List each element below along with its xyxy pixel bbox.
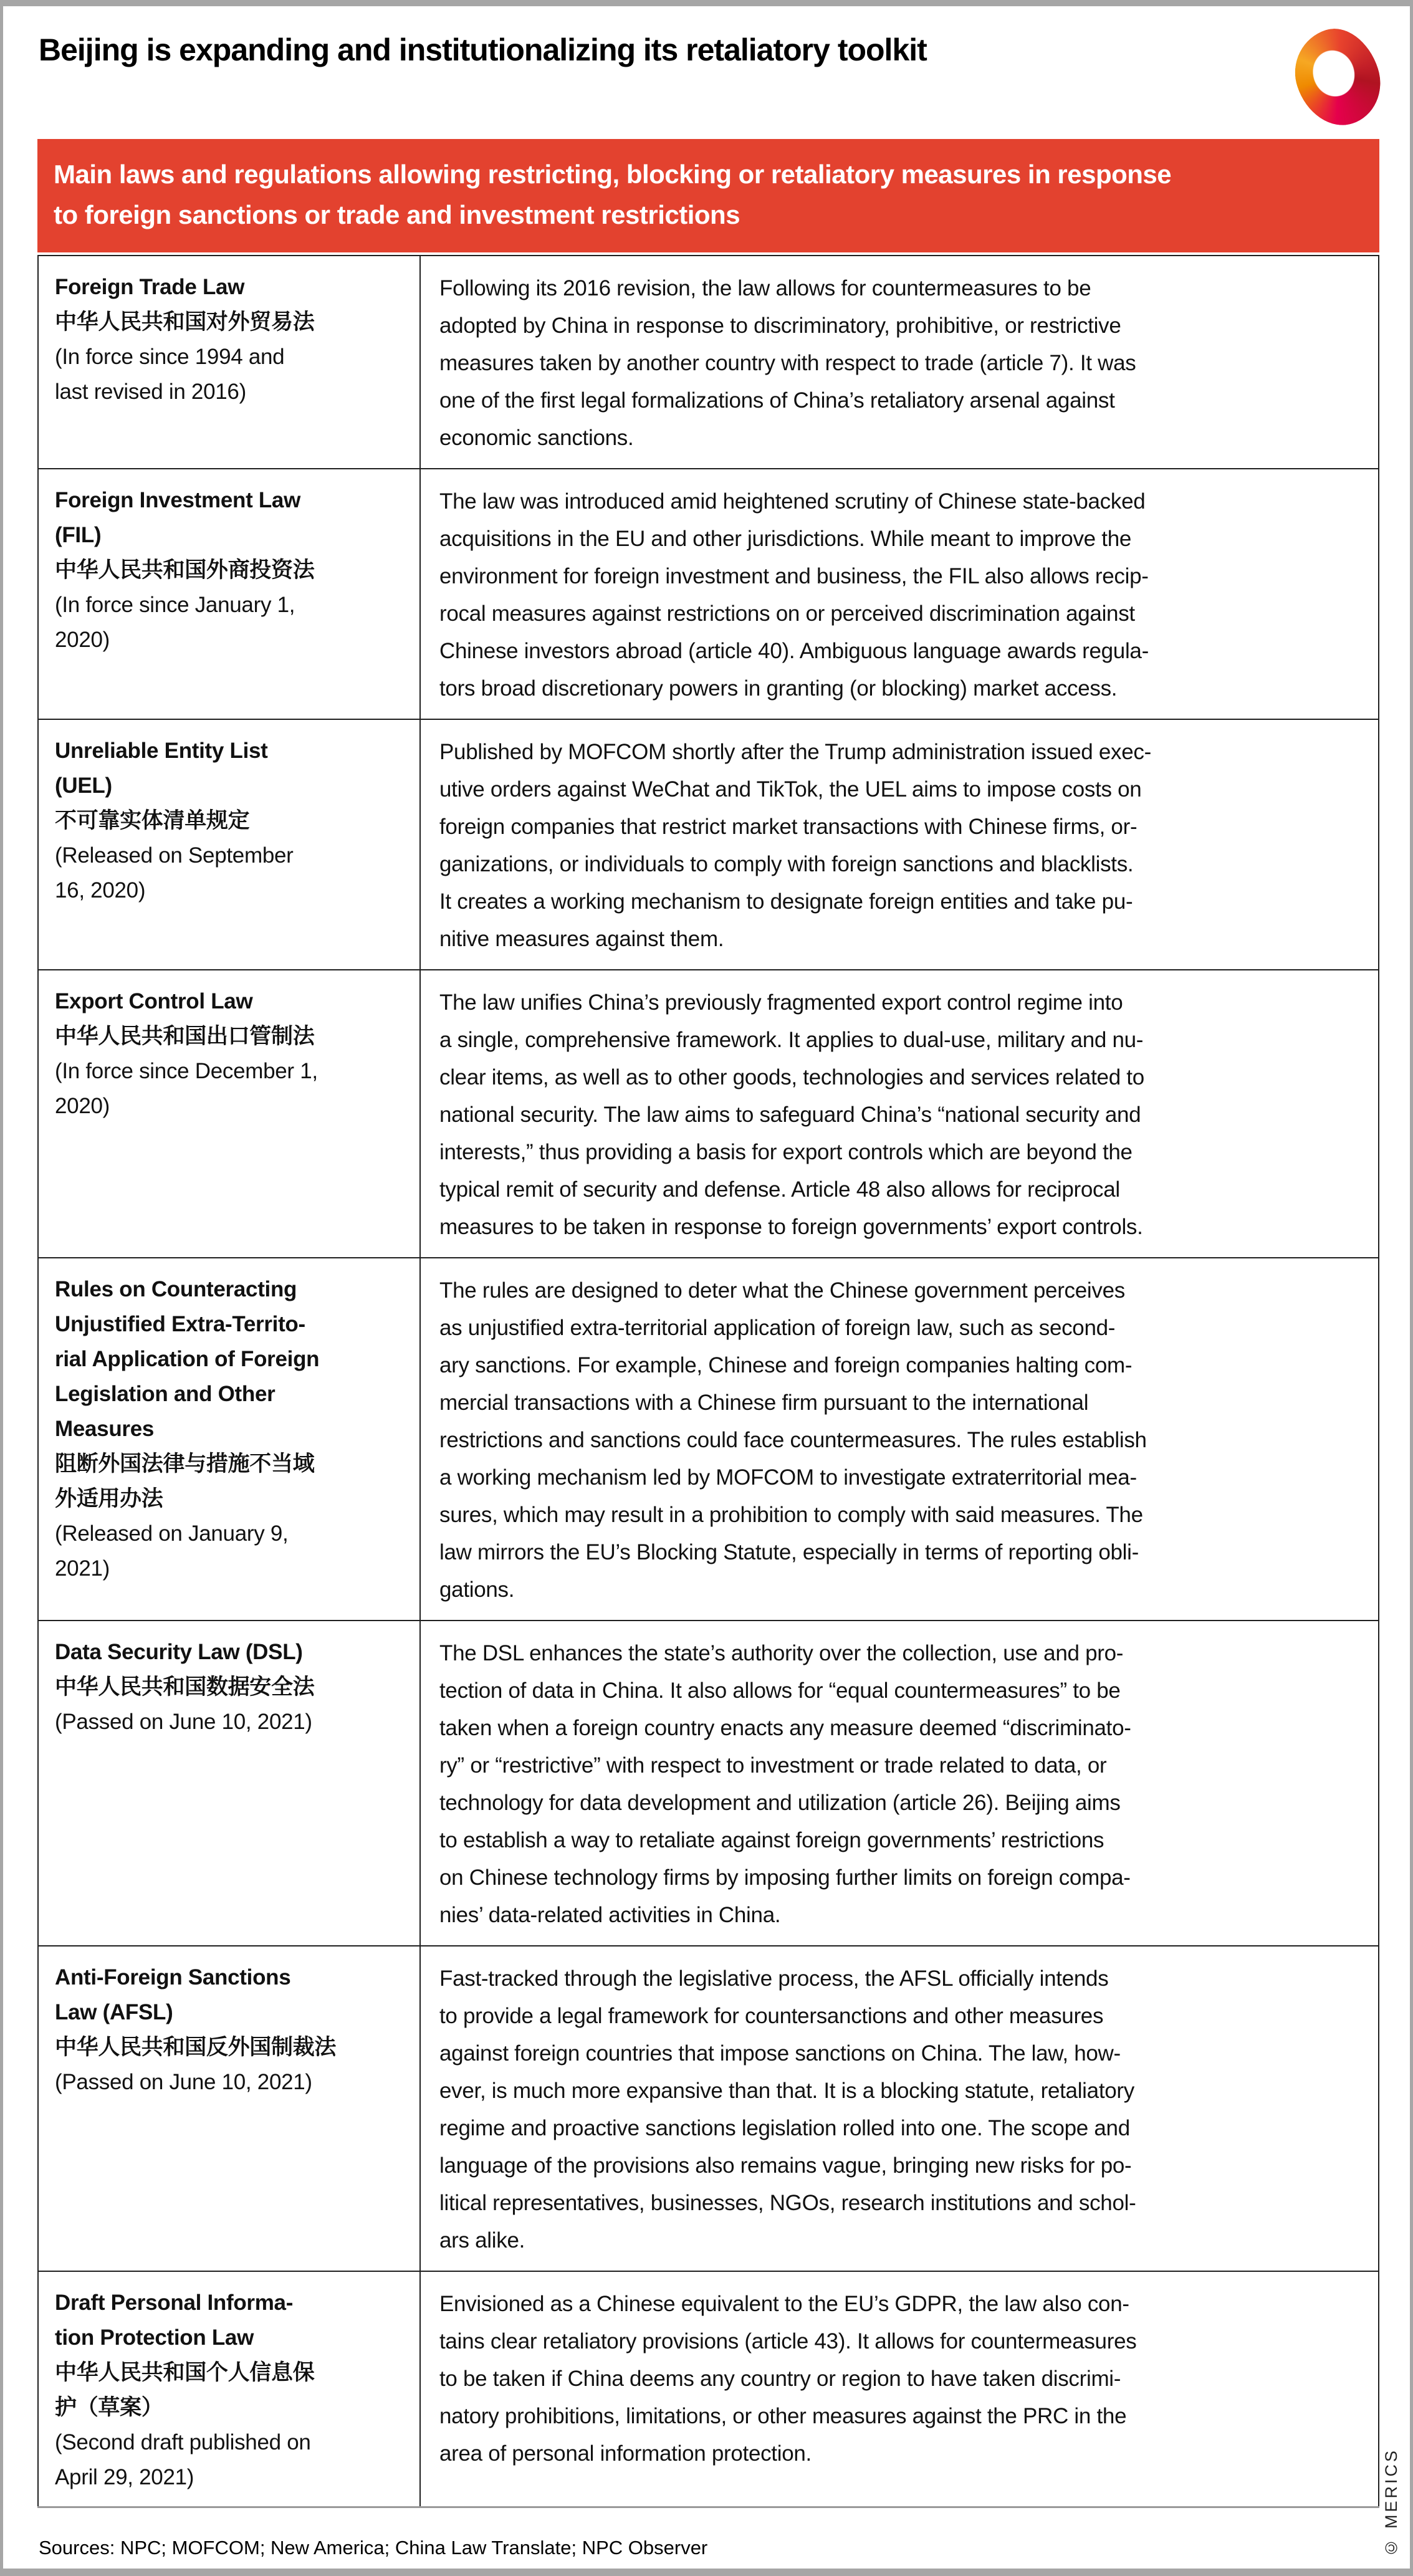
law-date-note-line: 2020) [55,1094,110,1118]
law-name-line: tion Protection Law [55,2325,254,2350]
law-description-line: acquisitions in the EU and other jurisdictions. While meant to improve the [439,527,1132,551]
law-description-line: Following its 2016 revision, the law allows for countermeasures to be [439,276,1091,300]
law-date-note-line: (Released on January 9, [55,1521,289,1546]
table-title-banner [37,139,1379,252]
law-description-line: gations. [439,1578,515,1602]
law-chinese-name-line: 外适用办法 [55,1487,163,1511]
law-description-line: adopted by China in response to discriminatory, prohibitive, or restrictive [439,314,1121,338]
law-description-line: rocal measures against restrictions on or perceived discrimination against [439,601,1135,626]
table-row [38,1258,1379,1621]
law-date-note-line: (Passed on June 10, 2021) [55,2070,312,2094]
law-date-note-line: April 29, 2021) [55,2465,194,2489]
law-description-line: one of the first legal formalizations of China’s retaliatory arsenal against [439,388,1115,413]
law-chinese-name-line: 中华人民共和国对外贸易法 [55,310,315,334]
law-chinese-name-line: 中华人民共和国出口管制法 [55,1024,315,1048]
sources-note: Sources: NPC; MOFCOM; New America; China Law Translate; NPC Observer [39,2537,708,2559]
law-description-line: mercial transactions with a Chinese firm pursuant to the international [439,1391,1089,1415]
law-title-cell [38,256,420,469]
law-description-line: clear items, as well as to other goods, technologies and services related to [439,1065,1144,1089]
law-description-line: The rules are designed to deter what the Chinese government perceives [439,1278,1125,1303]
banner-line-2: to foreign sanctions or trade and investment restrictions [54,200,740,229]
law-title-cell [38,1258,420,1621]
law-name-line: Unjustified Extra-Territo- [55,1312,305,1336]
law-description-line: to be taken if China deems any country or region to have taken discrimi- [439,2367,1121,2391]
law-description-line: ry” or “restrictive” with respect to investment or trade related to data, or [439,1753,1107,1778]
law-description-line: measures taken by another country with respect to trade (article 7). It was [439,351,1136,375]
law-date-note-line: (In force since December 1, [55,1059,318,1083]
law-description-line: ary sanctions. For example, Chinese and foreign companies halting com- [439,1353,1133,1377]
law-description-line: It creates a working mechanism to designate foreign entities and take pu- [439,889,1133,914]
law-description-line: to establish a way to retaliate against foreign governments’ restrictions [439,1828,1104,1852]
law-description-line: interests,” thus providing a basis for export controls which are beyond the [439,1140,1133,1164]
merics-logo-icon [1283,18,1392,136]
law-title-cell [38,719,420,970]
table-row [38,719,1379,970]
law-chinese-name-line: 不可靠实体清单规定 [55,808,250,833]
law-name-line: rial Application of Foreign [55,1347,320,1371]
law-description-line: Chinese investors abroad (article 40). Ambiguous language awards regula- [439,639,1149,663]
law-name-line: Legislation and Other [55,1382,275,1406]
law-description-cell [420,1621,1379,1946]
law-name-line: Data Security Law (DSL) [55,1640,303,1664]
law-chinese-name-line: 中华人民共和国数据安全法 [55,1675,315,1699]
law-date-note-line: 2020) [55,628,110,652]
law-description-cell [420,2271,1379,2507]
law-name-line: Rules on Counteracting [55,1277,297,1301]
law-name-line: (FIL) [55,523,102,547]
law-name-line: Foreign Trade Law [55,275,245,299]
law-date-note-line: (Released on September [55,843,294,868]
law-description-line: tection of data in China. It also allows for “equal countermeasures” to be [439,1678,1121,1703]
page-title: Beijing is expanding and institutionalizing its retaliatory toolkit [39,32,927,67]
law-description-line: against foreign countries that impose sanctions on China. The law, how- [439,2041,1121,2066]
copyright-vertical: © MERICS [1382,2448,1401,2557]
law-description-line: Published by MOFCOM shortly after the Trump administration issued exec- [439,740,1151,764]
law-date-note-line: (Passed on June 10, 2021) [55,1710,312,1734]
law-chinese-name-line: 护（草案） [55,2395,163,2420]
law-chinese-name-line: 中华人民共和国反外国制裁法 [55,2035,337,2059]
law-description-line: ganizations, or individuals to comply with foreign sanctions and blacklists. [439,852,1134,876]
table-row [38,1621,1379,1946]
law-description-line: The DSL enhances the state’s authority over the collection, use and pro- [439,1641,1124,1665]
table-row [38,1946,1379,2271]
law-description-line: national security. The law aims to safeguard China’s “national security and [439,1103,1141,1127]
law-description-line: area of personal information protection. [439,2441,812,2466]
law-date-note-line: (In force since January 1, [55,593,295,617]
law-description-cell [420,970,1379,1258]
laws-table [37,255,1379,2508]
law-description-line: Envisioned as a Chinese equivalent to the EU’s GDPR, the law also con- [439,2292,1129,2316]
table-row [38,2271,1379,2507]
law-description-line: technology for data development and utilization (article 26). Beijing aims [439,1791,1121,1815]
law-title-cell [38,1621,420,1946]
law-description-line: nitive measures against them. [439,927,724,951]
law-title-cell [38,2271,420,2507]
law-description-line: economic sanctions. [439,426,634,450]
law-description-cell [420,469,1379,719]
law-description-line: regime and proactive sanctions legislation rolled into one. The scope and [439,2116,1130,2140]
page-content [37,6,1379,2559]
law-description-line: The law was introduced amid heightened scrutiny of Chinese state-backed [439,489,1146,514]
law-description-line: environment for foreign investment and business, the FIL also allows recip- [439,564,1149,588]
law-date-note-line: (Second draft published on [55,2430,311,2454]
banner-line-1: Main laws and regulations allowing restricting, blocking or retaliatory measures in response [54,160,1172,189]
law-description-line: natory prohibitions, limitations, or other measures against the PRC in the [439,2404,1127,2428]
law-description-line: taken when a foreign country enacts any measure deemed “discriminato- [439,1716,1131,1740]
law-name-line: Draft Personal Informa- [55,2291,294,2315]
law-name-line: Measures [55,1417,155,1441]
law-chinese-name-line: 阻断外国法律与措施不当域 [55,1452,315,1476]
law-date-note-line: (In force since 1994 and [55,345,285,369]
law-description-line: a single, comprehensive framework. It applies to dual-use, military and nu- [439,1028,1144,1052]
table-row [38,256,1379,469]
table-row [38,469,1379,719]
law-name-line: Law (AFSL) [55,2000,173,2024]
law-description-line: nies’ data-related activities in China. [439,1903,781,1927]
law-description-line: measures to be taken in response to foreign governments’ export controls. [439,1215,1143,1239]
law-chinese-name-line: 中华人民共和国外商投资法 [55,558,315,582]
law-description-line: The law unifies China’s previously fragmented export control regime into [439,990,1123,1015]
law-description-line: litical representatives, businesses, NGOs, research institutions and schol- [439,2191,1136,2215]
law-description-line: ars alike. [439,2228,525,2253]
law-description-cell [420,719,1379,970]
law-description-line: ever, is much more expansive than that. It is a blocking statute, retaliatory [439,2079,1134,2103]
law-description-line: as unjustified extra-territorial application of foreign law, such as second- [439,1316,1116,1340]
law-description-line: Fast-tracked through the legislative process, the AFSL officially intends [439,1966,1109,1991]
law-name-line: Export Control Law [55,989,253,1013]
law-chinese-name-line: 中华人民共和国个人信息保 [55,2360,315,2385]
law-date-note-line: last revised in 2016) [55,380,246,404]
law-description-line: tains clear retaliatory provisions (article 43). It allows for countermeasures [439,2329,1137,2353]
law-description-line: a working mechanism led by MOFCOM to investigate extraterritorial mea- [439,1465,1137,1490]
law-description-line: typical remit of security and defense. Article 48 also allows for reciprocal [439,1177,1120,1202]
law-name-line: Foreign Investment Law [55,488,301,512]
law-title-cell [38,1946,420,2271]
law-description-line: on Chinese technology firms by imposing further limits on foreign compa- [439,1865,1131,1890]
law-description-line: utive orders against WeChat and TikTok, the UEL aims to impose costs on [439,777,1142,802]
law-description-line: law mirrors the EU’s Blocking Statute, especially in terms of reporting obli- [439,1540,1139,1564]
law-description-cell [420,256,1379,469]
law-title-cell [38,970,420,1258]
law-name-line: Anti-Foreign Sanctions [55,1965,291,1989]
law-title-cell [38,469,420,719]
law-description-line: sures, which may result in a prohibition to comply with said measures. The [439,1503,1143,1527]
merics-logo [1296,29,1379,126]
law-description-line: tors broad discretionary powers in granting (or blocking) market access. [439,676,1118,701]
law-description-line: restrictions and sanctions could face countermeasures. The rules establish [439,1428,1147,1452]
table-row [38,970,1379,1258]
law-description-line: language of the provisions also remains vague, bringing new risks for po- [439,2153,1132,2178]
law-description-line: to provide a legal framework for countersanctions and other measures [439,2004,1104,2028]
law-name-line: (UEL) [55,773,112,798]
law-description-line: foreign companies that restrict market transactions with Chinese firms, or- [439,815,1138,839]
law-name-line: Unreliable Entity List [55,739,268,763]
law-description-cell [420,1258,1379,1621]
law-description-cell [420,1946,1379,2271]
law-date-note-line: 2021) [55,1556,110,1581]
law-date-note-line: 16, 2020) [55,878,146,903]
